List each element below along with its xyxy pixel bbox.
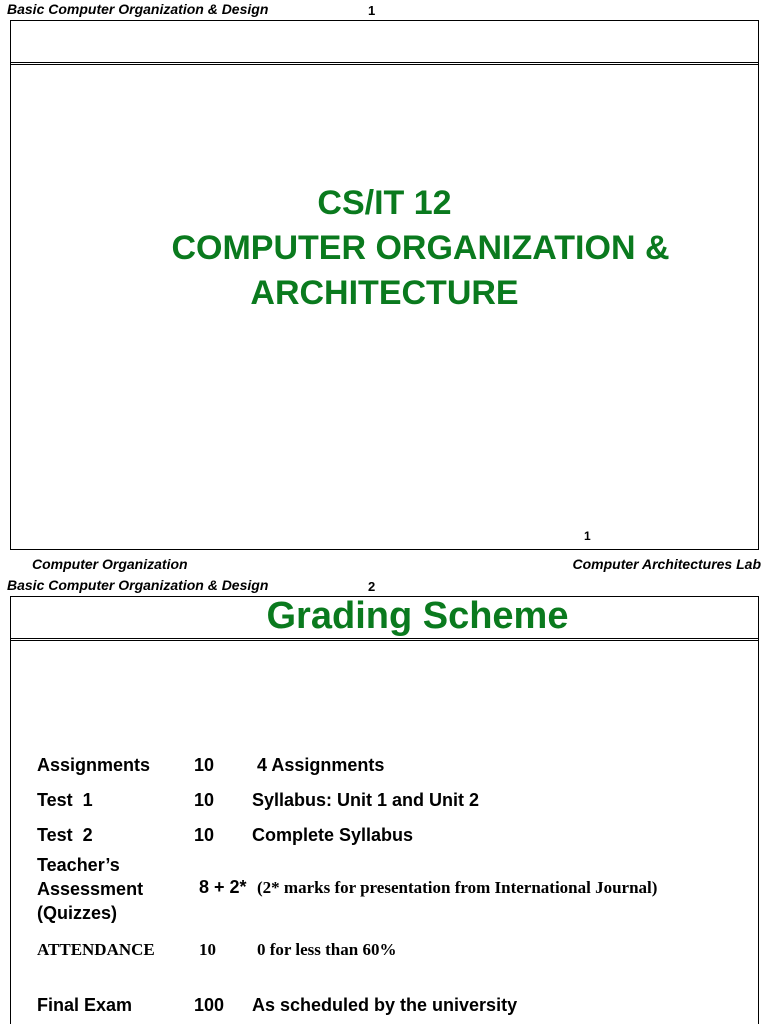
footer-right: Computer Architectures Lab — [572, 556, 761, 572]
slide-1 — [10, 20, 759, 550]
page2-number: 2 — [368, 579, 376, 594]
slide-1-number: 1 — [584, 529, 591, 543]
row-test1-note: Syllabus: Unit 1 and Unit 2 — [252, 790, 480, 810]
slide-1-title — [11, 181, 758, 316]
page2-header: Basic Computer Organization & Design — [7, 577, 269, 593]
row-test2-note: Complete Syllabus — [252, 825, 414, 845]
row-teacher-line-1: Teacher’s — [37, 855, 120, 875]
row-attendance-marks: 10 — [199, 940, 216, 959]
row-teacher-marks: 8 + 2* — [199, 877, 247, 897]
page1-header: Basic Computer Organization & Design — [7, 1, 269, 17]
row-teacher-line-3: (Quizzes) — [37, 903, 118, 923]
row-test1-item: Test 1 — [37, 790, 93, 810]
row-teacher-note: (2* marks for presentation from International Journal) — [257, 878, 658, 897]
title-line-2: COMPUTER ORGANIZATION & — [171, 229, 670, 267]
row-test1-marks: 10 — [194, 790, 215, 810]
row-assignments-marks: 10 — [194, 755, 215, 775]
row-assignments-item: Assignments — [37, 755, 151, 775]
row-final-exam-note: As scheduled by the university — [252, 995, 518, 1015]
row-teacher-assessment-item — [37, 853, 143, 925]
slide-2 — [10, 596, 759, 1024]
row-test2-item: Test 2 — [37, 825, 93, 845]
footer-left: Computer Organization — [32, 556, 188, 572]
row-test2-marks: 10 — [194, 825, 215, 845]
row-assignments-note: 4 Assignments — [257, 755, 385, 775]
row-final-exam-marks: 100 — [194, 995, 225, 1015]
title-line-1: CS/IT 12 — [317, 184, 452, 222]
row-attendance-note: 0 for less than 60% — [257, 940, 397, 959]
row-attendance-item: ATTENDANCE — [37, 940, 155, 959]
slide-2-title: Grading Scheme — [266, 595, 569, 637]
title-line-3: ARCHITECTURE — [250, 274, 519, 312]
page1-number: 1 — [368, 3, 376, 18]
slide-1-header-band — [11, 21, 758, 65]
row-final-exam-item: Final Exam — [37, 995, 133, 1015]
row-teacher-line-2: Assessment — [37, 879, 144, 899]
